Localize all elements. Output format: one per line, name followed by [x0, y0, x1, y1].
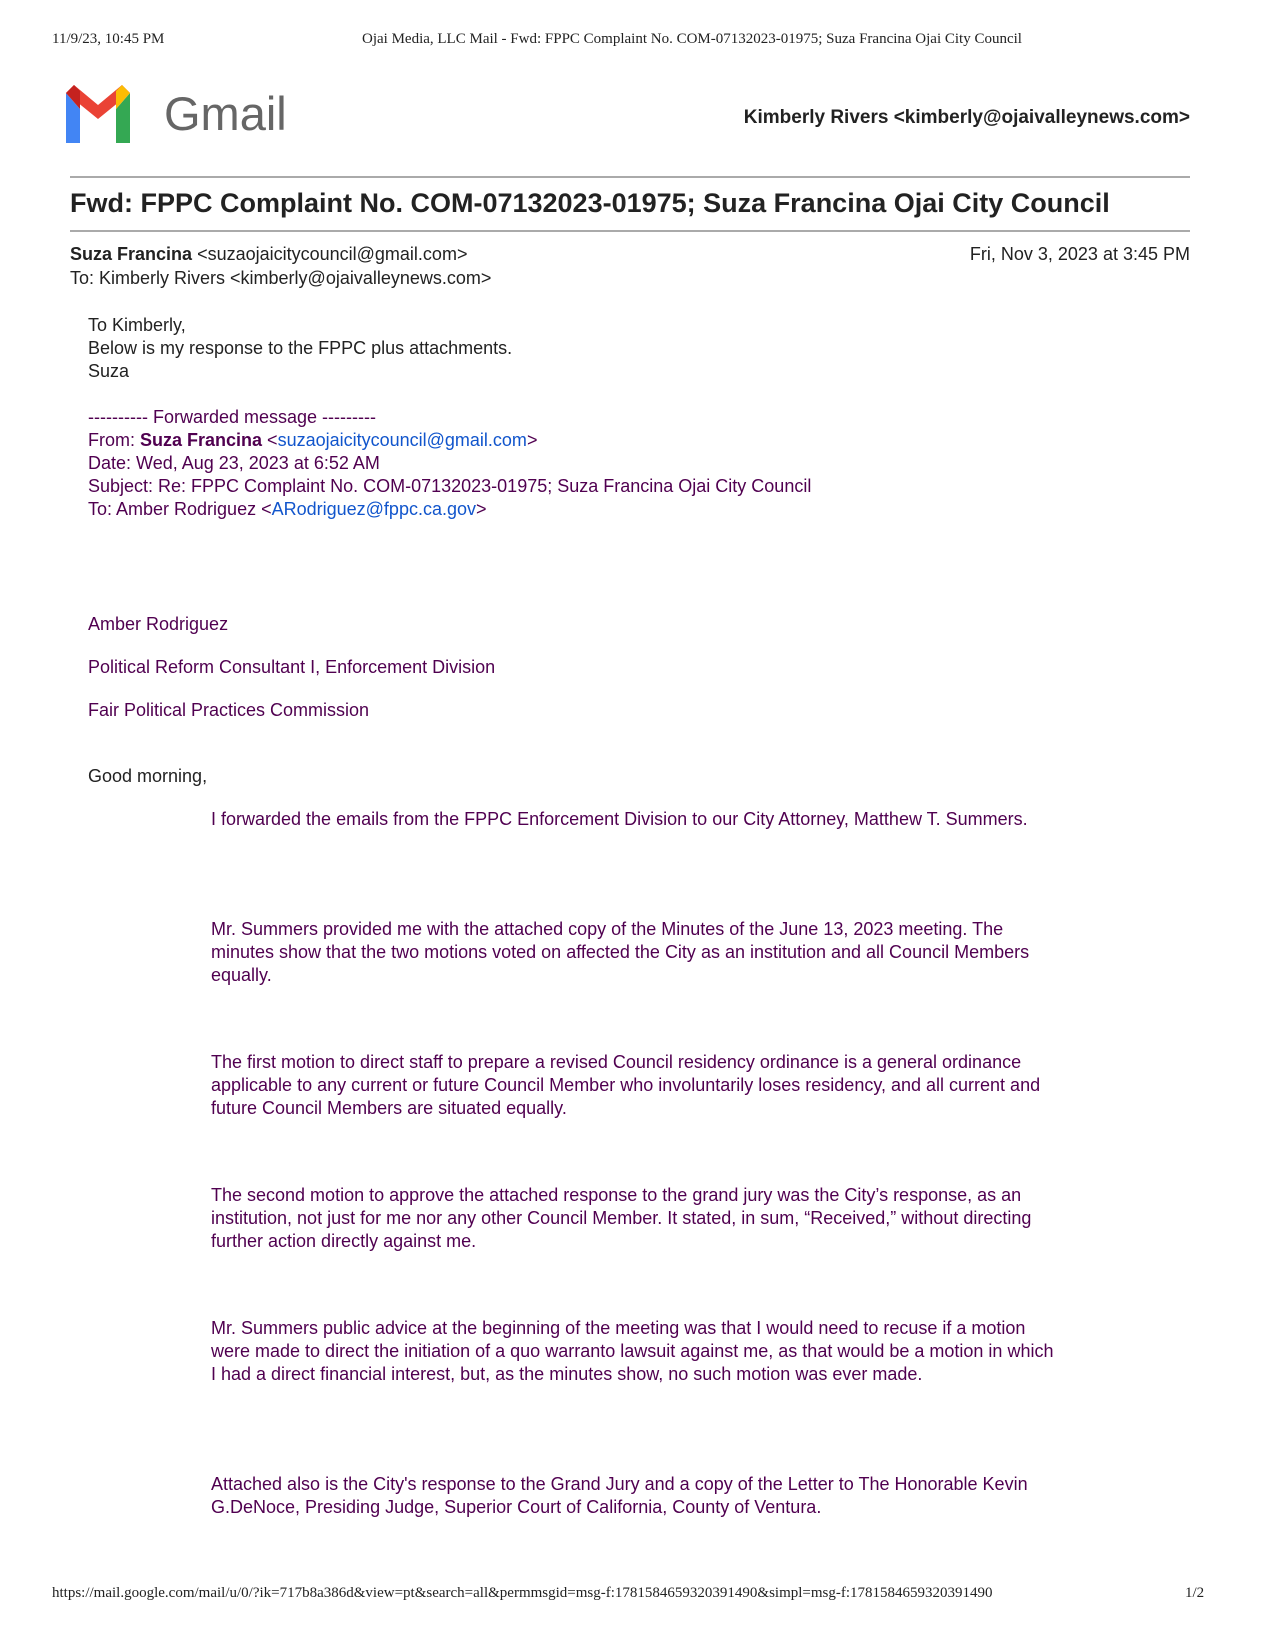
paragraph: Mr. Summers provided me with the attached copy of the Minutes of the June 13, 2023 meeting. The minutes show that the two motions voted on affected the City as an institution and all Council Members equally. [211, 919, 1030, 985]
fwd-from-name: Suza Francina [140, 430, 263, 450]
from-label: From: [88, 430, 140, 450]
page-number: 1/2 [1185, 1585, 1205, 1601]
print-datetime: 11/9/23, 10:45 PM [52, 31, 165, 47]
fwd-from-email-link[interactable]: suzaojaicitycouncil@gmail.com [277, 430, 527, 450]
paragraph: The second motion to approve the attached response to the grand jury was the City’s response, as an institution, not just for me nor any other Council Member. It stated, in sum, “Received,” without directing further action directly against me. [211, 1185, 1032, 1251]
intro-line: Below is my response to the FPPC plus attachments. [88, 338, 513, 358]
fwd-to-email-link[interactable]: ARodriguez@fppc.ca.gov [271, 499, 476, 519]
paragraph: Mr. Summers public advice at the beginning of the meeting was that I would need to recuse if a motion were made to direct the initiation of a quo warranto lawsuit against me, as that would be a motion in which I had a direct financial interest, but, as the minutes show, no such motion was ever made. [211, 1318, 1054, 1384]
recipient-title: Political Reform Consultant I, Enforcement Division [88, 657, 496, 677]
message-date: Fri, Nov 3, 2023 at 3:45 PM [969, 244, 1190, 264]
sender-name: Suza Francina [70, 244, 193, 264]
paragraph: I forwarded the emails from the FPPC Enforcement Division to our City Attorney, Matthew T. Summers. [211, 809, 1028, 829]
gmail-logo-icon [62, 83, 134, 150]
recipient-org: Fair Political Practices Commission [88, 700, 370, 720]
forward-separator: ---------- Forwarded message --------- [88, 407, 376, 427]
forwarded-header [88, 406, 811, 521]
sender-email: <suzaojaicitycouncil@gmail.com> [197, 244, 468, 264]
fwd-date: Date: Wed, Aug 23, 2023 at 6:52 AM [88, 453, 380, 473]
lt: < [262, 430, 278, 450]
print-title: Ojai Media, LLC Mail - Fwd: FPPC Complaint No. COM-07132023-01975; Suza Francina Ojai City Council [362, 31, 1022, 47]
intro [88, 314, 512, 383]
intro-line: To Kimberly, [88, 315, 186, 335]
fwd-subject: Subject: Re: FPPC Complaint No. COM-07132023-01975; Suza Francina Ojai City Council [88, 476, 812, 496]
account-label: Kimberly Rivers <kimberly@ojaivalleynews.com> [743, 107, 1190, 128]
divider [70, 230, 1190, 232]
recipient-name: Amber Rodriguez [88, 614, 229, 634]
email-subject: Fwd: FPPC Complaint No. COM-07132023-01975; Suza Francina Ojai City Council [70, 188, 1110, 218]
paragraph: The first motion to direct staff to prepare a revised Council residency ordinance is a general ordinance applicable to any current or future Council Member who involuntarily loses residency, and all current and future Council Members are situated equally. [211, 1052, 1041, 1118]
gmail-logo-text: Gmail [164, 87, 287, 140]
sender [70, 243, 467, 266]
intro-line: Suza [88, 361, 130, 381]
gt: > [476, 499, 487, 519]
message-to: To: Kimberly Rivers <kimberly@ojaivalleynews.com> [70, 268, 492, 288]
paragraph: Attached also is the City's response to the Grand Jury and a copy of the Letter to The Honorable Kevin G.DeNoce, Presiding Judge, Superior Court of California, County of Ventura. [211, 1474, 1028, 1517]
gt: > [526, 430, 538, 450]
print-url: https://mail.google.com/mail/u/0/?ik=717b8a386d&view=pt&search=all&permmsgid=msg-f:1781584659320391490&simpl=msg-f:1781584659320391490 [52, 1585, 993, 1601]
fwd-to-label: To: Amber Rodriguez < [88, 499, 272, 519]
divider [70, 176, 1190, 178]
greeting: Good morning, [88, 766, 208, 786]
